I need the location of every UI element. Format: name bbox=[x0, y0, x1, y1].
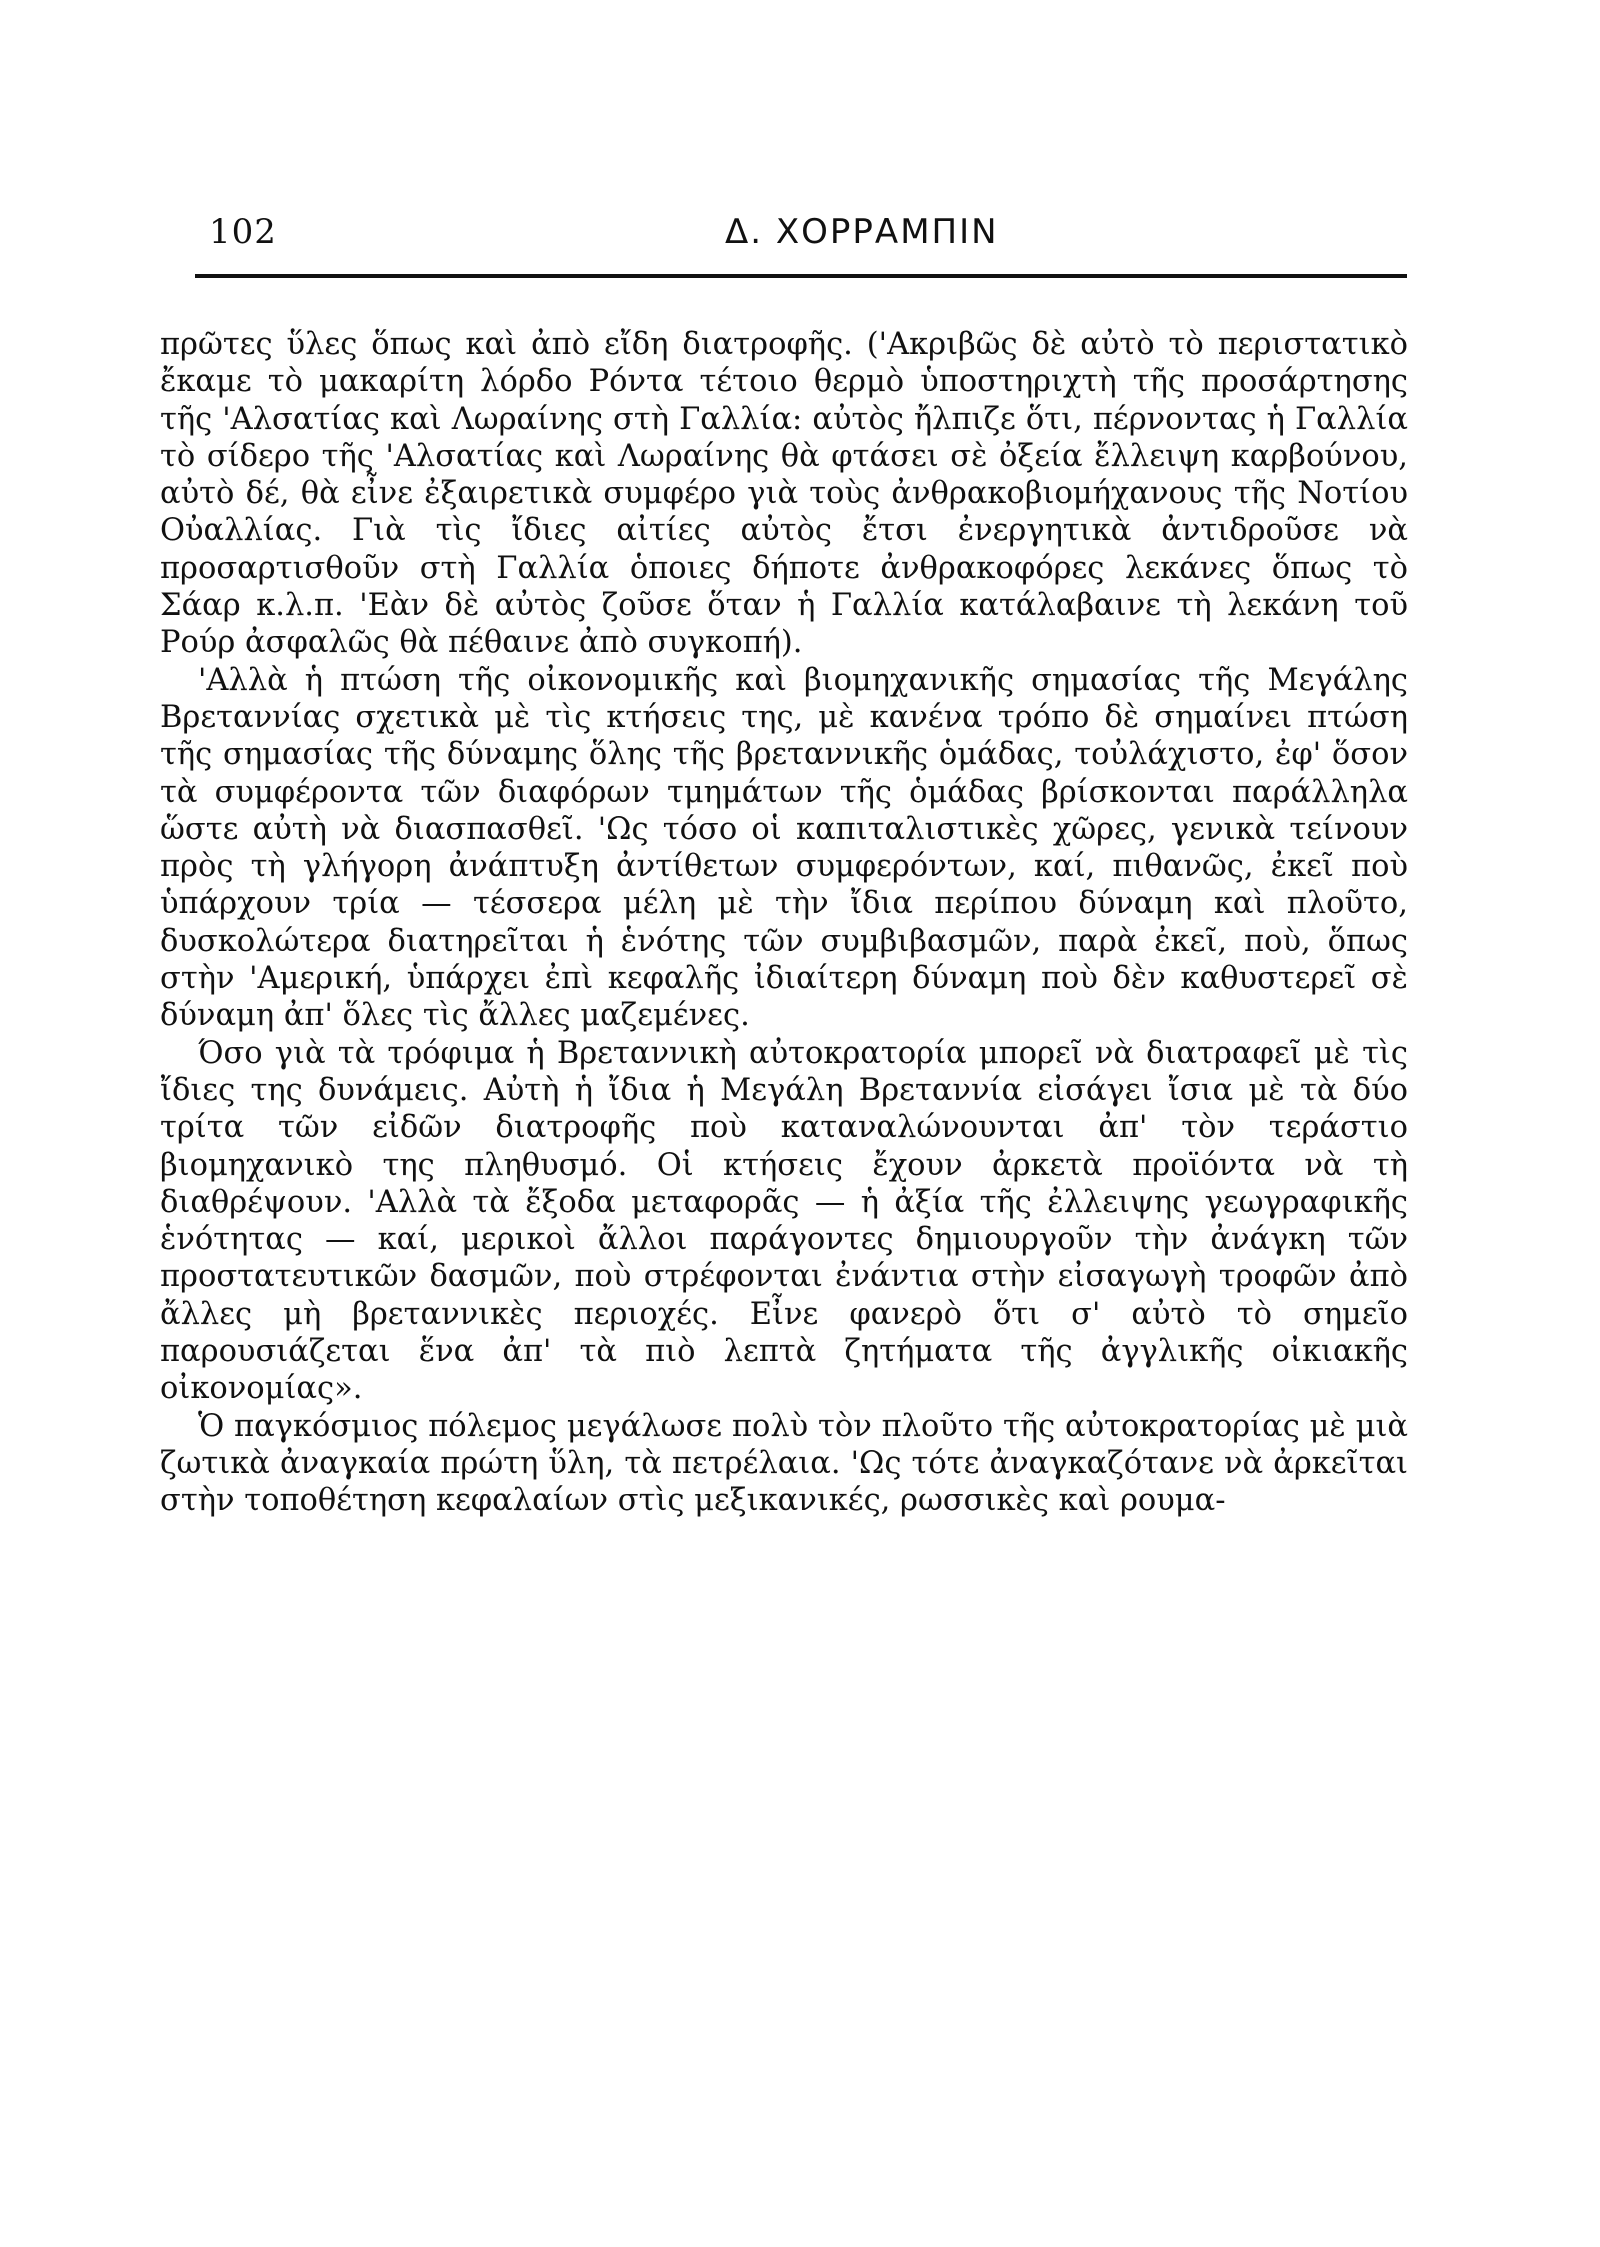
paragraph-continued: πρῶτες ὕλες ὅπως καὶ ἀπὸ εἴδη διατροφῆς. ('Ακριβῶς δὲ αὐτὸ τὸ περιστατικὸ ἔκαμε τὸ μακαρίτη λόρδο Ρόντα τέτοιο θερμὸ ὑποστηριχτὴ τῆς προσάρτησης τῆς 'Αλσατίας καὶ Λωραίνης στὴ Γαλλία: αὐτὸς ἤλπιζε ὅτι, πέρνοντας ἡ Γαλλία τὸ σίδερο τῆς 'Αλσατίας καὶ Λωραίνης θὰ φτάσει σὲ ὀξεία ἔλλειψη καρβούνου, αὐτὸ δέ, θὰ εἶνε ἐξαιρετικὰ συμφέρο γιὰ τοὺς ἀνθρακοβιομήχανους τῆς Νοτίου Οὐαλλίας. Γιὰ τὶς ἴδιες αἰτίες αὐτὸς ἔτσι ἐνεργητικὰ ἀντιδροῦσε νὰ προσαρτισθοῦν στὴ Γαλλία ὁποιες δήποτε ἀνθρακοφόρες λεκάνες ὅπως τὸ Σάαρ κ.λ.π. 'Εὰν δὲ αὐτὸς ζοῦσε ὅταν ἡ Γαλλία κατάλαβαινε τὴ λεκάνη τοῦ Ρούρ ἀσφαλῶς θὰ πέθαινε ἀπὸ συγκοπή). bbox=[160, 327, 1408, 661]
paragraph: Ὁ παγκόσμιος πόλεμος μεγάλωσε πολὺ τὸν πλοῦτο τῆς αὐτοκρατορίας μὲ μιὰ ζωτικὰ ἀναγκαία πρώτη ὕλη, τὰ πετρέλαια. 'Ως τότε ἀναγκαζότανε νὰ ἀρκεῖται στὴν τοποθέτηση κεφαλαίων στὶς μεξικανικές, ρωσσικὲς καὶ ρουμα- bbox=[160, 1408, 1408, 1519]
header-rule bbox=[195, 274, 1407, 278]
paragraph: 'Αλλὰ ἡ πτώση τῆς οἰκονομικῆς καὶ βιομηχανικῆς σημασίας τῆς Μεγάλης Βρεταννίας σχετικὰ μὲ τὶς κτήσεις της, μὲ κανένα τρόπο δὲ σημαίνει πτώση τῆς σημασίας τῆς δύναμης ὅλης τῆς βρεταννικῆς ὁμάδας, τοὐλάχιστο, ἐφ' ὅσον τὰ συμφέροντα τῶν διαφόρων τμημάτων τῆς ὁμάδας βρίσκονται παράλληλα ὥστε αὐτὴ νὰ διασπασθεῖ. 'Ως τόσο οἱ καπιταλιστικὲς χῶρες, γενικὰ τείνουν πρὸς τὴ γλήγορη ἀνάπτυξη ἀντίθετων συμφερόντων, καί, πιθανῶς, ἐκεῖ ποὺ ὑπάρχουν τρία — τέσσερα μέλη μὲ τὴν ἴδια περίπου δύναμη καὶ πλοῦτο, δυσκολώτερα διατηρεῖται ἡ ἑνότης τῶν συμβιβασμῶν, παρὰ ἐκεῖ, ποὺ, ὅπως στὴν 'Αμερική, ὑπάρχει ἐπὶ κεφαλῆς ἰδιαίτερη δύναμη ποὺ δὲν καθυστερεῖ σὲ δύναμη ἀπ' ὅλες τὶς ἄλλες μαζεμένες. bbox=[160, 662, 1408, 1034]
page-number: 102 bbox=[209, 212, 277, 252]
running-header bbox=[195, 212, 1405, 272]
body-text bbox=[160, 326, 1408, 1520]
running-header-author: Δ. ΧΟΡΡΑΜΠΙΝ bbox=[725, 212, 999, 252]
paragraph-quoted: Όσο γιὰ τὰ τρόφιμα ἡ Βρεταννικὴ αὐτοκρατορία μπορεῖ νὰ διατραφεῖ μὲ τὶς ἴδιες της δυνάμεις. Αὐτὴ ἡ ἴδια ἡ Μεγάλη Βρεταννία εἰσάγει ἴσια μὲ τὰ δύο τρίτα τῶν εἰδῶν διατροφῆς ποὺ καταναλώνουνται ἀπ' τὸν τεράστιο βιομηχανικὸ της πληθυσμό. Οἱ κτήσεις ἔχουν ἀρκετὰ προϊόντα νὰ τὴ διαθρέψουν. 'Αλλὰ τὰ ἔξοδα μεταφορᾶς — ἡ ἀξία τῆς ἐλλειψης γεωγραφικῆς ἑνότητας — καί, μερικοὶ ἄλλοι παράγοντες δημιουργοῦν τὴν ἀνάγκη τῶν προστατευτικῶν δασμῶν, ποὺ στρέφονται ἐνάντια στὴν εἰσαγωγὴ τροφῶν ἀπὸ ἄλλες μὴ βρεταννικὲς περιοχές. Εἶνε φανερὸ ὅτι σ' αὐτὸ τὸ σημεῖο παρουσιάζεται ἕνα ἀπ' τὰ πιὸ λεπτὰ ζητήματα τῆς ἀγγλικῆς οἰκιακῆς οἰκονομίας». bbox=[160, 1035, 1408, 1407]
